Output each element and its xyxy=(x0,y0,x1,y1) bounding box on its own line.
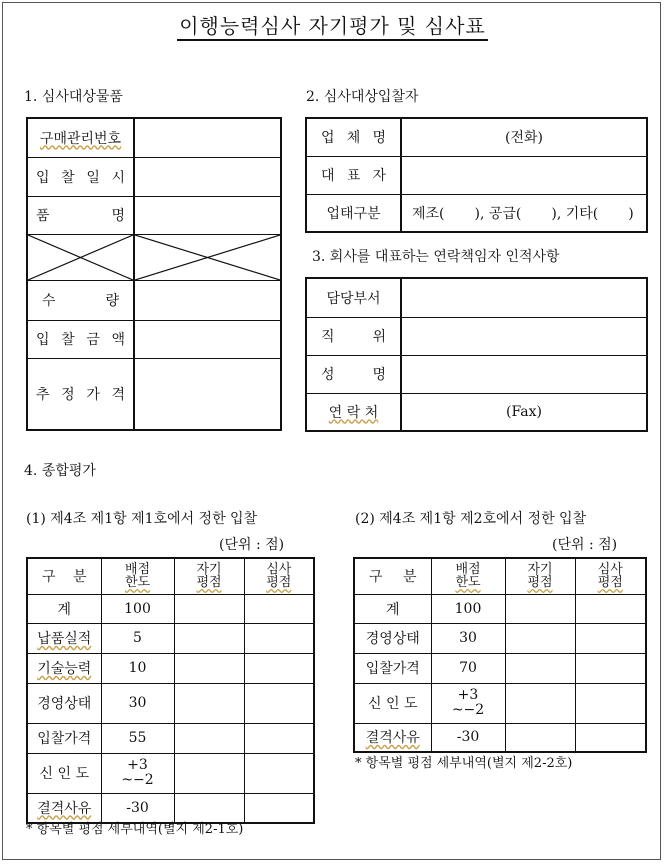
table2-footnote: * 항목별 평점 세부내역(별지 제2-2호) xyxy=(355,756,573,771)
table2-row-label: 계 xyxy=(354,594,431,623)
business-type-label: 업태구분 xyxy=(306,194,401,232)
table1-review-score-cell[interactable] xyxy=(244,653,314,683)
department-cell[interactable] xyxy=(401,278,647,317)
table2-review-score-cell[interactable] xyxy=(575,723,646,752)
position-cell[interactable] xyxy=(401,317,647,355)
table1-row-label: 입찰가격 xyxy=(27,723,101,753)
item-name-cell[interactable] xyxy=(134,196,281,234)
table1-self-score-cell[interactable] xyxy=(174,723,244,753)
page-title: 이행능력심사 자기평가 및 심사표 xyxy=(0,10,665,39)
table1-unit: (단위 : 점) xyxy=(219,537,285,553)
table1-row-label: 계 xyxy=(27,594,101,623)
table1-row-label: 납품실적 xyxy=(27,623,101,653)
table2-row-max: 70 xyxy=(431,653,505,683)
bid-datetime-label: 입 찰 일 시 xyxy=(27,157,134,196)
estimated-price-label: 추 정 가 격 xyxy=(27,358,134,430)
business-type-cell[interactable]: 제조( ), 공급( ), 기타( ) xyxy=(401,194,647,232)
quantity-cell[interactable] xyxy=(134,280,281,320)
position-label: 직 위 xyxy=(306,317,401,355)
fax-note: (Fax) xyxy=(506,403,542,420)
bid-amount-label: 입 찰 금 액 xyxy=(27,320,134,358)
table2-row-label: 입찰가격 xyxy=(354,653,431,683)
section1-heading: 1. 심사대상물품 xyxy=(24,89,123,105)
table2-row-label: 경영상태 xyxy=(354,623,431,653)
section2-table xyxy=(305,117,648,233)
table1-self-score-cell[interactable] xyxy=(174,594,244,623)
table2-review-score-cell[interactable] xyxy=(575,653,646,683)
estimated-price-cell[interactable] xyxy=(134,358,281,430)
table2-row-label: 신 인 도 xyxy=(354,683,431,723)
table1-review-score-cell[interactable] xyxy=(244,683,314,723)
table1-review-score-cell[interactable] xyxy=(244,793,314,823)
table1-row-max: +3 ~−2 xyxy=(101,753,174,793)
name-label: 성 명 xyxy=(306,355,401,393)
category-header: 구 분 xyxy=(354,558,431,594)
table1-row-label: 결격사유 xyxy=(27,793,101,823)
table1-row-label: 기술능력 xyxy=(27,653,101,683)
crossed-cell-right xyxy=(134,234,281,280)
table1-row-max: 55 xyxy=(101,723,174,753)
review-score-header: 심사 평점 xyxy=(244,558,314,594)
section2-heading: 2. 심사대상입찰자 xyxy=(306,89,419,105)
table2-self-score-cell[interactable] xyxy=(505,594,575,623)
table2-self-score-cell[interactable] xyxy=(505,653,575,683)
table2-row-max: 30 xyxy=(431,623,505,653)
table2-self-score-cell[interactable] xyxy=(505,723,575,752)
table2-review-score-cell[interactable] xyxy=(575,594,646,623)
table1-review-score-cell[interactable] xyxy=(244,623,314,653)
self-score-header: 자기 평점 xyxy=(505,558,575,594)
table1-title: (1) 제4조 제1항 제1호에서 정한 입찰 xyxy=(26,511,258,527)
bid-amount-cell[interactable] xyxy=(134,320,281,358)
representative-cell[interactable] xyxy=(401,156,647,194)
table2-row-label: 결격사유 xyxy=(354,723,431,752)
procurement-number-label: 구매관리번호 xyxy=(27,118,134,157)
section3-heading: 3. 회사를 대표하는 연락책임자 인적사항 xyxy=(312,249,560,265)
crossed-cell-left xyxy=(27,234,134,280)
section4-heading: 4. 종합평가 xyxy=(24,463,96,479)
table2-self-score-cell[interactable] xyxy=(505,623,575,653)
name-cell[interactable] xyxy=(401,355,647,393)
bid-datetime-cell[interactable] xyxy=(134,157,281,196)
table1-self-score-cell[interactable] xyxy=(174,753,244,793)
table2-review-score-cell[interactable] xyxy=(575,683,646,723)
department-label: 담당부서 xyxy=(306,278,401,317)
max-score-header: 배점 한도 xyxy=(431,558,505,594)
table1-review-score-cell[interactable] xyxy=(244,753,314,793)
table2-self-score-cell[interactable] xyxy=(505,683,575,723)
table1-review-score-cell[interactable] xyxy=(244,594,314,623)
table2-title: (2) 제4조 제1항 제2호에서 정한 입찰 xyxy=(355,511,587,527)
table2-row-max: 100 xyxy=(431,594,505,623)
contact-label: 연 락 처 xyxy=(306,393,401,431)
table1-row-max: -30 xyxy=(101,793,174,823)
table1-self-score-cell[interactable] xyxy=(174,653,244,683)
evaluation-table-1 xyxy=(26,557,315,824)
self-score-header: 자기 평점 xyxy=(174,558,244,594)
contact-cell[interactable] xyxy=(401,393,647,431)
company-name-cell[interactable] xyxy=(401,118,647,156)
evaluation-table-2 xyxy=(353,557,647,753)
item-name-label: 품 명 xyxy=(27,196,134,234)
company-name-label: 업 체 명 xyxy=(306,118,401,156)
representative-label: 대 표 자 xyxy=(306,156,401,194)
table2-unit: (단위 : 점) xyxy=(552,537,618,553)
max-score-header: 배점 한도 xyxy=(101,558,174,594)
quantity-label: 수 량 xyxy=(27,280,134,320)
table2-row-max: +3 ~−2 xyxy=(431,683,505,723)
category-header: 구 분 xyxy=(27,558,101,594)
table1-row-max: 100 xyxy=(101,594,174,623)
section1-table xyxy=(26,117,282,431)
review-score-header: 심사 평점 xyxy=(575,558,646,594)
procurement-number-cell[interactable] xyxy=(134,118,281,157)
table1-footnote: * 항목별 평점 세부내역(별지 제2-1호) xyxy=(26,822,244,837)
phone-note: (전화) xyxy=(505,130,543,147)
table1-row-max: 5 xyxy=(101,623,174,653)
table2-review-score-cell[interactable] xyxy=(575,623,646,653)
table1-review-score-cell[interactable] xyxy=(244,723,314,753)
table1-row-max: 10 xyxy=(101,653,174,683)
table1-self-score-cell[interactable] xyxy=(174,623,244,653)
table1-self-score-cell[interactable] xyxy=(174,683,244,723)
table1-row-max: 30 xyxy=(101,683,174,723)
table1-row-label: 신 인 도 xyxy=(27,753,101,793)
table2-row-max: -30 xyxy=(431,723,505,752)
section3-table xyxy=(305,277,648,432)
table1-row-label: 경영상태 xyxy=(27,683,101,723)
